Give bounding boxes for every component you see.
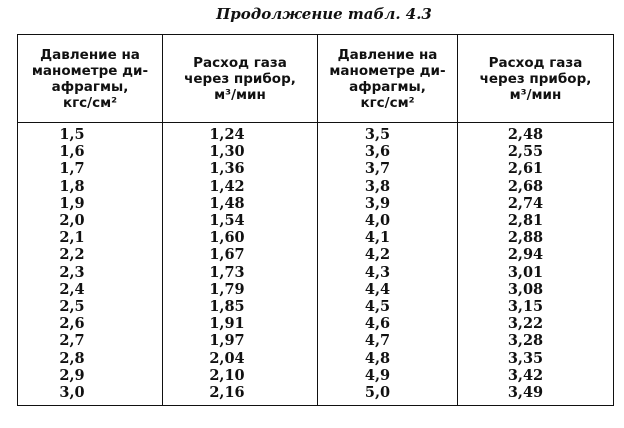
flow-cell: 3,01	[458, 264, 614, 281]
pressure-cell: 5,0	[318, 384, 458, 406]
flow-cell: 3,15	[458, 298, 614, 315]
pressure-cell: 1,6	[18, 143, 163, 160]
flow-cell: 1,67	[163, 246, 318, 263]
flow-cell: 2,61	[458, 160, 614, 177]
flow-cell: 3,22	[458, 315, 614, 332]
pressure-cell: 3,6	[318, 143, 458, 160]
table-row	[18, 229, 614, 246]
pressure-cell: 3,9	[318, 195, 458, 212]
flow-cell: 1,24	[163, 123, 318, 144]
table-row	[18, 178, 614, 195]
flow-cell: 2,55	[458, 143, 614, 160]
data-table	[17, 34, 614, 406]
pressure-cell: 4,0	[318, 212, 458, 229]
flow-cell: 1,30	[163, 143, 318, 160]
header-flow-1: Расход газа через прибор, м³/мин	[163, 35, 318, 123]
header-row	[18, 35, 614, 123]
table-row	[18, 367, 614, 384]
pressure-cell: 2,3	[18, 264, 163, 281]
table-row	[18, 264, 614, 281]
pressure-cell: 2,0	[18, 212, 163, 229]
flow-cell: 3,08	[458, 281, 614, 298]
header-pressure-2: Давление на манометре ди- афрагмы, кгс/см²	[318, 35, 458, 123]
table-row	[18, 195, 614, 212]
pressure-cell: 4,3	[318, 264, 458, 281]
pressure-cell: 2,1	[18, 229, 163, 246]
pressure-cell: 4,4	[318, 281, 458, 298]
table-row	[18, 281, 614, 298]
pressure-cell: 3,0	[18, 384, 163, 406]
pressure-cell: 3,5	[318, 123, 458, 144]
table-caption: Продолжение табл. 4.3	[216, 5, 432, 23]
flow-cell: 1,85	[163, 298, 318, 315]
pressure-cell: 2,5	[18, 298, 163, 315]
header-flow-2: Расход газа через прибор, м³/мин	[458, 35, 614, 123]
table-row	[18, 315, 614, 332]
pressure-cell: 2,2	[18, 246, 163, 263]
pressure-cell: 4,7	[318, 332, 458, 349]
pressure-cell: 2,7	[18, 332, 163, 349]
table-header	[18, 35, 614, 123]
pressure-cell: 3,8	[318, 178, 458, 195]
pressure-cell: 4,5	[318, 298, 458, 315]
pressure-cell: 1,5	[18, 123, 163, 144]
flow-cell: 2,81	[458, 212, 614, 229]
flow-cell: 1,42	[163, 178, 318, 195]
pressure-cell: 4,6	[318, 315, 458, 332]
table-row	[18, 384, 614, 406]
pressure-cell: 2,9	[18, 367, 163, 384]
table-row	[18, 123, 614, 144]
flow-cell: 1,54	[163, 212, 318, 229]
pressure-cell: 4,2	[318, 246, 458, 263]
flow-cell: 3,35	[458, 350, 614, 367]
flow-cell: 1,91	[163, 315, 318, 332]
pressure-cell: 4,8	[318, 350, 458, 367]
flow-cell: 1,79	[163, 281, 318, 298]
pressure-cell: 2,6	[18, 315, 163, 332]
flow-cell: 3,28	[458, 332, 614, 349]
pressure-cell: 4,9	[318, 367, 458, 384]
flow-cell: 2,48	[458, 123, 614, 144]
flow-cell: 1,97	[163, 332, 318, 349]
flow-cell: 1,48	[163, 195, 318, 212]
pressure-cell: 3,7	[318, 160, 458, 177]
flow-cell: 2,94	[458, 246, 614, 263]
pressure-cell: 1,7	[18, 160, 163, 177]
flow-cell: 2,68	[458, 178, 614, 195]
flow-cell: 2,74	[458, 195, 614, 212]
flow-cell: 3,42	[458, 367, 614, 384]
table-body	[18, 123, 614, 406]
pressure-cell: 2,4	[18, 281, 163, 298]
flow-cell: 1,60	[163, 229, 318, 246]
table-row	[18, 246, 614, 263]
pressure-cell: 1,9	[18, 195, 163, 212]
flow-cell: 2,16	[163, 384, 318, 406]
flow-cell: 2,04	[163, 350, 318, 367]
flow-cell: 3,49	[458, 384, 614, 406]
flow-cell: 2,10	[163, 367, 318, 384]
flow-cell: 1,36	[163, 160, 318, 177]
table-row	[18, 143, 614, 160]
table-row	[18, 332, 614, 349]
table-row	[18, 350, 614, 367]
flow-cell: 2,88	[458, 229, 614, 246]
pressure-cell: 4,1	[318, 229, 458, 246]
header-pressure-1: Давление на манометре ди- афрагмы, кгс/см²	[18, 35, 163, 123]
table-row	[18, 160, 614, 177]
pressure-cell: 2,8	[18, 350, 163, 367]
table-row	[18, 212, 614, 229]
pressure-cell: 1,8	[18, 178, 163, 195]
flow-cell: 1,73	[163, 264, 318, 281]
table-row	[18, 298, 614, 315]
